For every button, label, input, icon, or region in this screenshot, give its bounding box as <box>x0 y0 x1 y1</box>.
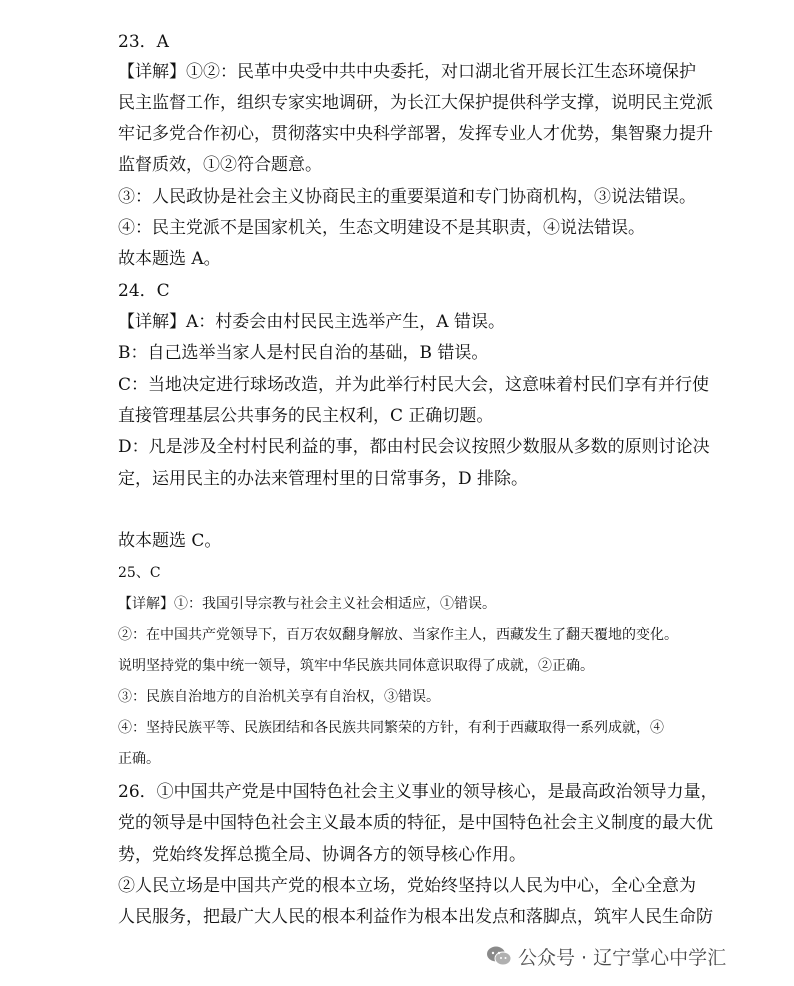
q24-conclusion: 故本题选 C。 <box>118 531 222 551</box>
q23-line: ④：民主党派不是国家机关，生态文明建设不是其职责，④说法错误。 <box>118 218 645 238</box>
q26-line: 26．①中国共产党是中国特色社会主义事业的领导核心，是最高政治领导力量， <box>118 782 718 802</box>
q24-line: C：当地决定进行球场改造，并为此举行村民大会，这意味着村民们享有并行使 <box>118 375 710 395</box>
q24-line: 【详解】A：村委会由村民民主选举产生，A 错误。 <box>118 312 505 332</box>
q25-line: 【详解】①：我国引导宗教与社会主义社会相适应，①错误。 <box>118 596 496 612</box>
q26-line: ②人民立场是中国共产党的根本立场，党始终坚持以人民为中心，全心全意为 <box>118 876 696 896</box>
q25-line: ③：民族自治地方的自治机关享有自治权，③错误。 <box>118 689 440 705</box>
q23-line: ③：人民政协是社会主义协商民主的重要渠道和专门协商机构，③说法错误。 <box>118 187 696 207</box>
q24-line: D：凡是涉及全村村民利益的事，都由村民会议按照少数服从多数的原则讨论决 <box>118 437 710 457</box>
q23-line: 民主监督工作，组织专家实地调研，为长江大保护提供科学支撑，说明民主党派 <box>118 93 713 113</box>
q24-title: 24．C <box>118 281 170 301</box>
q24-line: B：自己选举当家人是村民自治的基础，B 错误。 <box>118 343 489 363</box>
q26-line: 党的领导是中国特色社会主义最本质的特征，是中国特色社会主义制度的最大优 <box>118 813 713 833</box>
q25-line: ②：在中国共产党领导下，百万农奴翻身解放、当家作主人，西藏发生了翻天覆地的变化。 <box>118 627 678 643</box>
q25-line: 正确。 <box>118 751 160 767</box>
q23-title: 23．A <box>118 32 169 52</box>
watermark-text: 公众号 · 辽宁掌心中学汇 <box>518 946 727 969</box>
q25-title: 25、C <box>118 565 161 581</box>
q26-line: 势，党始终发挥总揽全局、协调各方的领导核心作用。 <box>118 845 526 865</box>
q24-line: 定，运用民主的办法来管理村里的日常事务，D 排除。 <box>118 469 529 489</box>
wechat-icon <box>486 945 512 967</box>
watermark <box>486 942 726 970</box>
q25-line: 说明坚持党的集中统一领导，筑牢中华民族共同体意识取得了成就，②正确。 <box>118 658 594 674</box>
q25-line: ④：坚持民族平等、民族团结和各民族共同繁荣的方针，有利于西藏取得一系列成就，④ <box>118 720 664 736</box>
q26-line: 人民服务，把最广大人民的根本利益作为根本出发点和落脚点，筑牢人民生命防 <box>118 907 713 927</box>
q24-line: 直接管理基层公共事务的民主权利，C 正确切题。 <box>118 406 494 426</box>
q23-conclusion: 故本题选 A。 <box>118 249 221 269</box>
q23-line: 牢记多党合作初心，贯彻落实中央科学部署，发挥专业人才优势，集智聚力提升 <box>118 124 713 144</box>
q23-line: 【详解】①②：民革中央受中共中央委托，对口湖北省开展长江生态环境保护 <box>118 62 696 82</box>
q23-line: 监督质效，①②符合题意。 <box>118 155 322 175</box>
